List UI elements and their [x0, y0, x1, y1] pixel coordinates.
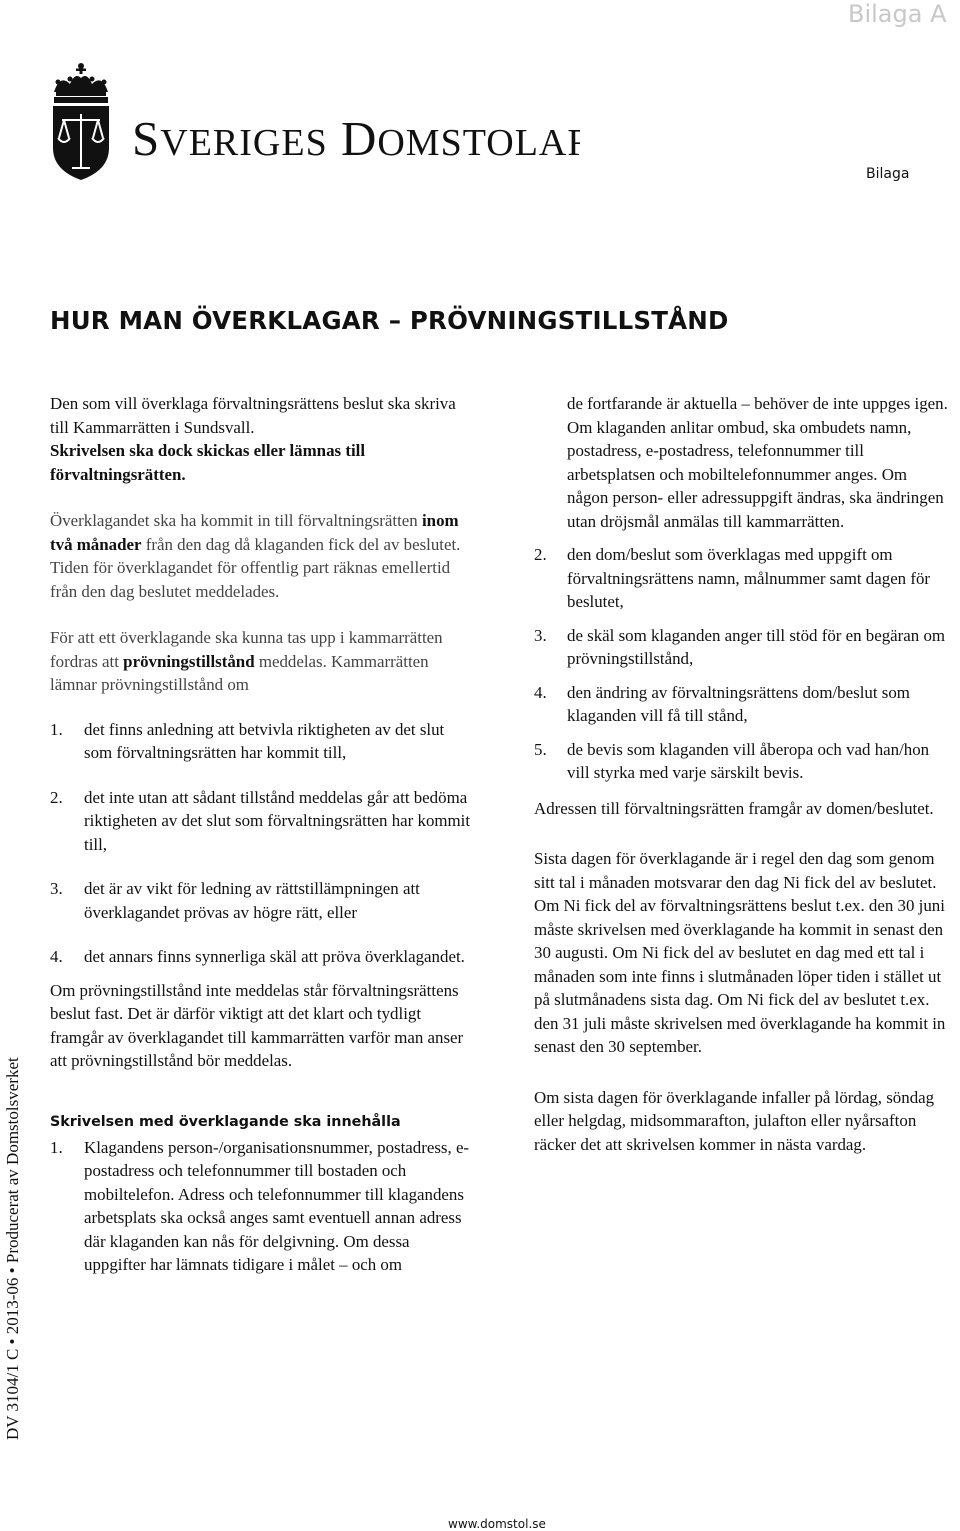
- deadline-text-b: från den dag då klaganden fick del av beslutet. Tiden för överklagandet för offentlig part räknas emellertid från den dag beslutet meddelades.: [50, 534, 461, 601]
- list-item-number: 3.: [50, 879, 63, 898]
- list-item-text: det finns anledning att betvivla riktigheten av det slut som förvaltningsrätten har kommit till,: [84, 719, 445, 762]
- footer-url[interactable]: www.domstol.se: [448, 1517, 546, 1531]
- conditions-list: [50, 718, 475, 969]
- list-item-number: 5.: [534, 739, 547, 759]
- list-item-number: 4.: [50, 947, 63, 966]
- intro-paragraph: [50, 392, 475, 486]
- requirements-list: [534, 543, 949, 785]
- list-item-text: den dom/beslut som överklagas med uppgift om förvaltningsrättens namn, målnummer samt dagen för beslutet,: [567, 545, 931, 611]
- list-item-number: 2.: [534, 545, 547, 564]
- address-paragraph: Adressen till förvaltningsrätten framgår av domen/beslutet.: [534, 798, 934, 818]
- right-column: [534, 392, 949, 1156]
- left-column: [50, 392, 475, 1277]
- list-item-text: det är av vikt för ledning av rättstillämpningen att överklagandet prövas av högre rätt, eller: [84, 879, 420, 922]
- list-item-number: 3.: [534, 625, 547, 645]
- list-item: [50, 786, 475, 857]
- list-item-number: 1.: [50, 1137, 63, 1157]
- list-item: [50, 945, 475, 969]
- list-item: [50, 1136, 475, 1277]
- intro-bold-text: Skrivelsen ska dock skickas eller lämnas till förvaltningsrätten.: [50, 441, 366, 484]
- list-item-number: 1.: [50, 719, 63, 739]
- svg-text:SVERIGES DOMSTOLAR: SVERIGES DOMSTOLAR: [132, 111, 580, 166]
- coat-of-arms-logo: [50, 62, 580, 182]
- list-item-text: det inte utan att sådant tillstånd meddelas går att bedöma riktigheten av det slut som förvaltningsrätten har kommit till,: [84, 787, 471, 854]
- list-item: [534, 738, 949, 785]
- list-item: [50, 718, 475, 765]
- list-item: [534, 543, 949, 614]
- list-item-text: Klagandens person-/organisationsnummer, postadress, e-postadress och telefonnummer till bostaden och mobiltelefon. Adress och telefonnummer till klagandens arbetsplats ska också anges samt eventuell annan adress där klaganden kan nås för delgivning. Om dessa uppgifter har lämnats tidigare i målet – och om: [84, 1137, 470, 1274]
- sveriges-domstolar-logo: [50, 62, 580, 182]
- requirement-1-continued: de fortfarande är aktuella – behöver de inte uppges igen. Om klaganden anlitar ombud, ska ombudets namn, postadress, e-postadress, telefonnummer till arbetsplatsen och mobiltelefonnummer anges. Om någon person- eller adressuppgift ändras, ska ändringen utan dröjsmål anmälas till kammarrätten.: [567, 394, 948, 531]
- bilaga-a-label: Bilaga A: [848, 0, 947, 28]
- leave-paragraph: [50, 626, 475, 697]
- list-item: [534, 624, 949, 671]
- bilaga-label: Bilaga: [866, 166, 910, 182]
- list-item: [534, 681, 949, 728]
- list-item-number: 2.: [50, 787, 63, 807]
- requirements-list-start: [50, 1136, 475, 1277]
- leave-bold: prövningstillstånd: [123, 651, 255, 671]
- intro-text: Den som vill överklaga förvaltningsrättens beslut ska skriva till Kammarrätten i Sundsvall.: [50, 394, 456, 437]
- sidebar-imprint-text: DV 3104/1 C • 2013-06 • Producerat av Domstolsverket: [3, 1057, 22, 1440]
- requirements-heading: Skrivelsen med överklagande ska innehålla: [50, 1113, 401, 1130]
- deadline-bold: inom två månader: [50, 511, 459, 554]
- decision-paragraph: Om prövningstillstånd inte meddelas står förvaltningsrättens beslut fast. Det är därför viktigt att det klart och tydligt framgår av överklagandet till kammarrätten varför man anser att prövningstillstånd bör meddelas.: [50, 980, 464, 1070]
- deadline-text-a: Överklagandet ska ha kommit in till förvaltningsrätten: [50, 511, 422, 530]
- list-item-text: de skäl som klaganden anger till stöd för en begäran om prövningstillstånd,: [567, 625, 946, 668]
- page-title: HUR MAN ÖVERKLAGAR – PRÖVNINGSTILLSTÅND: [50, 306, 729, 335]
- list-item-text: det annars finns synnerliga skäl att pröva överklagandet.: [84, 947, 465, 966]
- weekend-paragraph: Om sista dagen för överklagande infaller på lördag, söndag eller helgdag, midsommarafton, julafton eller nyårsafton räcker det att skrivelsen kommer in nästa vardag.: [534, 1087, 935, 1154]
- list-item-number: 4.: [534, 682, 547, 702]
- list-item: [50, 877, 475, 924]
- list-item-text: de bevis som klaganden vill åberopa och vad han/hon vill styrka med varje särskilt bevis.: [567, 739, 930, 782]
- leave-text-a: För att ett överklagande ska kunna tas upp i kammarrätten fordras att: [50, 628, 443, 671]
- list-item-text: den ändring av förvaltningsrättens dom/beslut som klaganden vill få till stånd,: [567, 682, 910, 725]
- deadline-paragraph: [50, 509, 475, 603]
- leave-text-b: meddelas. Kammarrätten lämnar prövningstillstånd om: [50, 651, 429, 694]
- last-day-paragraph: Sista dagen för överklagande är i regel den dag som genom sitt tal i månaden motsvarar den dag Ni fick del av beslutet. Om Ni fick del av förvaltningsrättens beslut t.ex. den 30 juni måste skrivelsen med överklagande ha kommit in senast den 30 augusti. Om Ni fick del av beslutet en dag med ett tal i månaden som inte finns i slutmånaden löper tiden i stället ut på slutmånadens sista dag. Om Ni fick del av beslutet t.ex. den 31 juli måste skrivelsen med överklagande ha kommit in senast den 30 september.: [534, 849, 946, 1056]
